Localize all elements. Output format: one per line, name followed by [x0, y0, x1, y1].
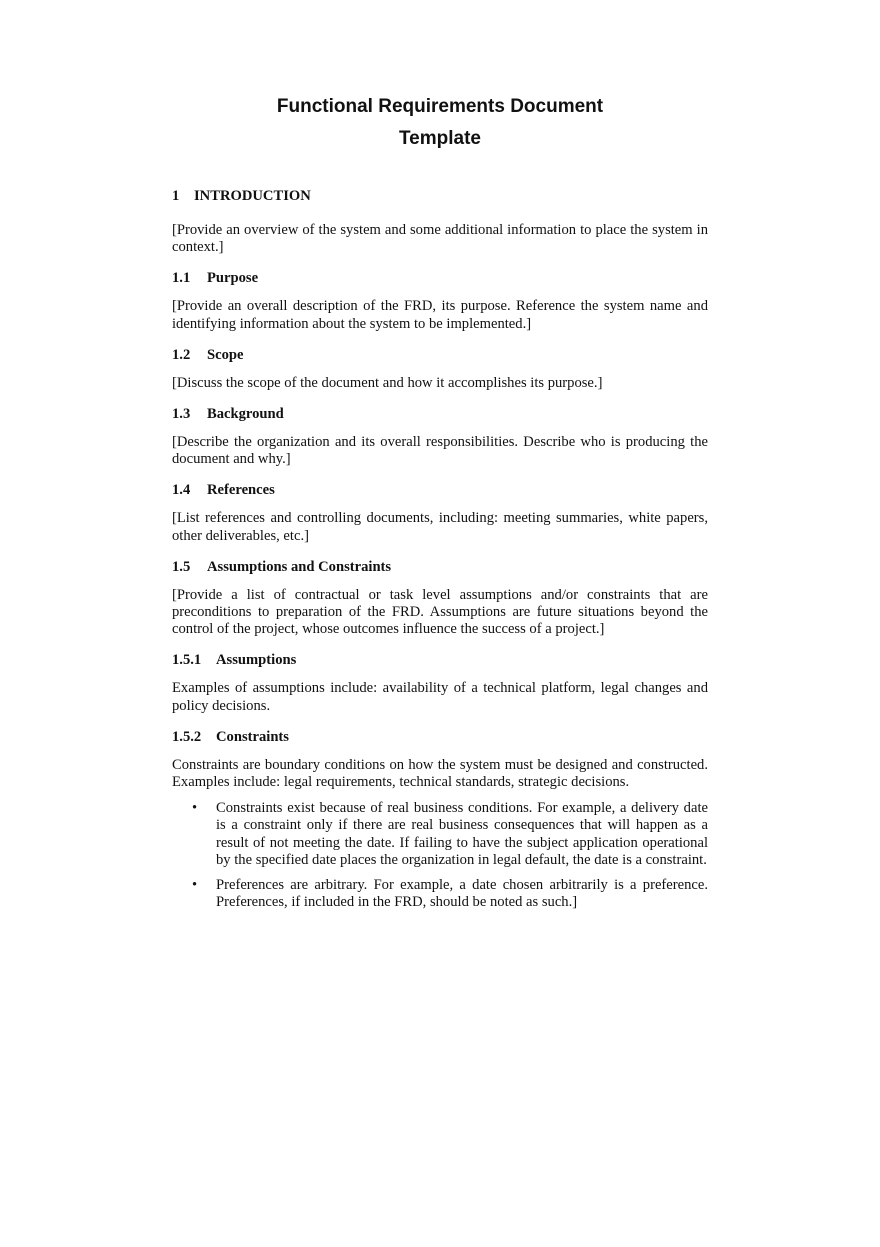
section-number: 1 [172, 188, 180, 204]
title-line-1: Functional Requirements Document [276, 96, 604, 117]
section-heading-purpose [172, 268, 708, 288]
document-title [0, 91, 880, 155]
section-title: Assumptions and Constraints [207, 558, 392, 575]
section-text-background: [Describe the organization and its overall responsibilities. Describe who is producing the document and why.] [172, 434, 708, 468]
section-title: Assumptions [216, 652, 297, 669]
list-item [172, 877, 708, 911]
section-number: 1.4 [172, 482, 191, 499]
section-title: Constraints [216, 728, 289, 745]
section-heading-background [172, 404, 708, 424]
section-text-constraints: Constraints are boundary conditions on how the system must be designed and constructed. Examples include: legal requirements, technical standards, strategic decisions. [172, 756, 708, 791]
section-title: Purpose [207, 270, 259, 287]
section-heading-constraints [172, 727, 708, 747]
section-number: 1.5.1 [172, 652, 202, 669]
section-heading-scope [172, 345, 708, 365]
list-item [172, 800, 708, 869]
section-heading-assumptions-constraints [172, 557, 708, 577]
section-text-assumptions-constraints: [Provide a list of contractual or task level assumptions and/or constraints that are preconditions to preparation of the FRD. Assumptions are future situations beyond the control of the project, whose outcomes influence the success of a project.] [172, 586, 708, 638]
section-text-assumptions: Examples of assumptions include: availability of a technical platform, legal changes and policy decisions. [172, 680, 708, 714]
section-text-scope: [Discuss the scope of the document and how it accomplishes its purpose.] [172, 374, 603, 391]
section-number: 1.2 [172, 346, 191, 363]
section-number: 1.5 [172, 558, 191, 575]
section-text-purpose: [Provide an overall description of the FRD, its purpose. Reference the system name and identifying information about the system to be implemented.] [172, 298, 708, 332]
list-item-text: Preferences are arbitrary. For example, a date chosen arbitrarily is a preference. Preferences, if included in the FRD, should be noted as such.] [216, 877, 708, 911]
document-body [172, 184, 708, 919]
section-title: Background [207, 406, 284, 423]
section-heading-introduction [172, 184, 708, 208]
bullet-icon: • [192, 800, 198, 817]
constraints-bullet-list [172, 800, 708, 911]
list-item-text: Constraints exist because of real business conditions. For example, a delivery date is a constraint only if there are real business consequences that will happen as a result of not meeting the date. If failing to have the subject application operational by the specified date places the organization in legal default, the date is a constraint. [216, 800, 708, 868]
section-heading-references [172, 480, 708, 500]
section-text-introduction: [Provide an overview of the system and some additional information to place the system in context.] [172, 222, 708, 256]
section-title: References [207, 482, 275, 499]
section-number: 1.3 [172, 406, 191, 423]
section-number: 1.1 [172, 270, 191, 287]
section-title: Scope [207, 346, 244, 363]
title-line-2: Template [398, 128, 481, 149]
section-number: 1.5.2 [172, 728, 202, 745]
bullet-icon: • [192, 877, 198, 894]
section-title: INTRODUCTION [194, 188, 311, 204]
section-heading-assumptions [172, 650, 708, 670]
section-text-references: [List references and controlling documents, including: meeting summaries, white papers, other deliverables, etc.] [172, 510, 708, 544]
